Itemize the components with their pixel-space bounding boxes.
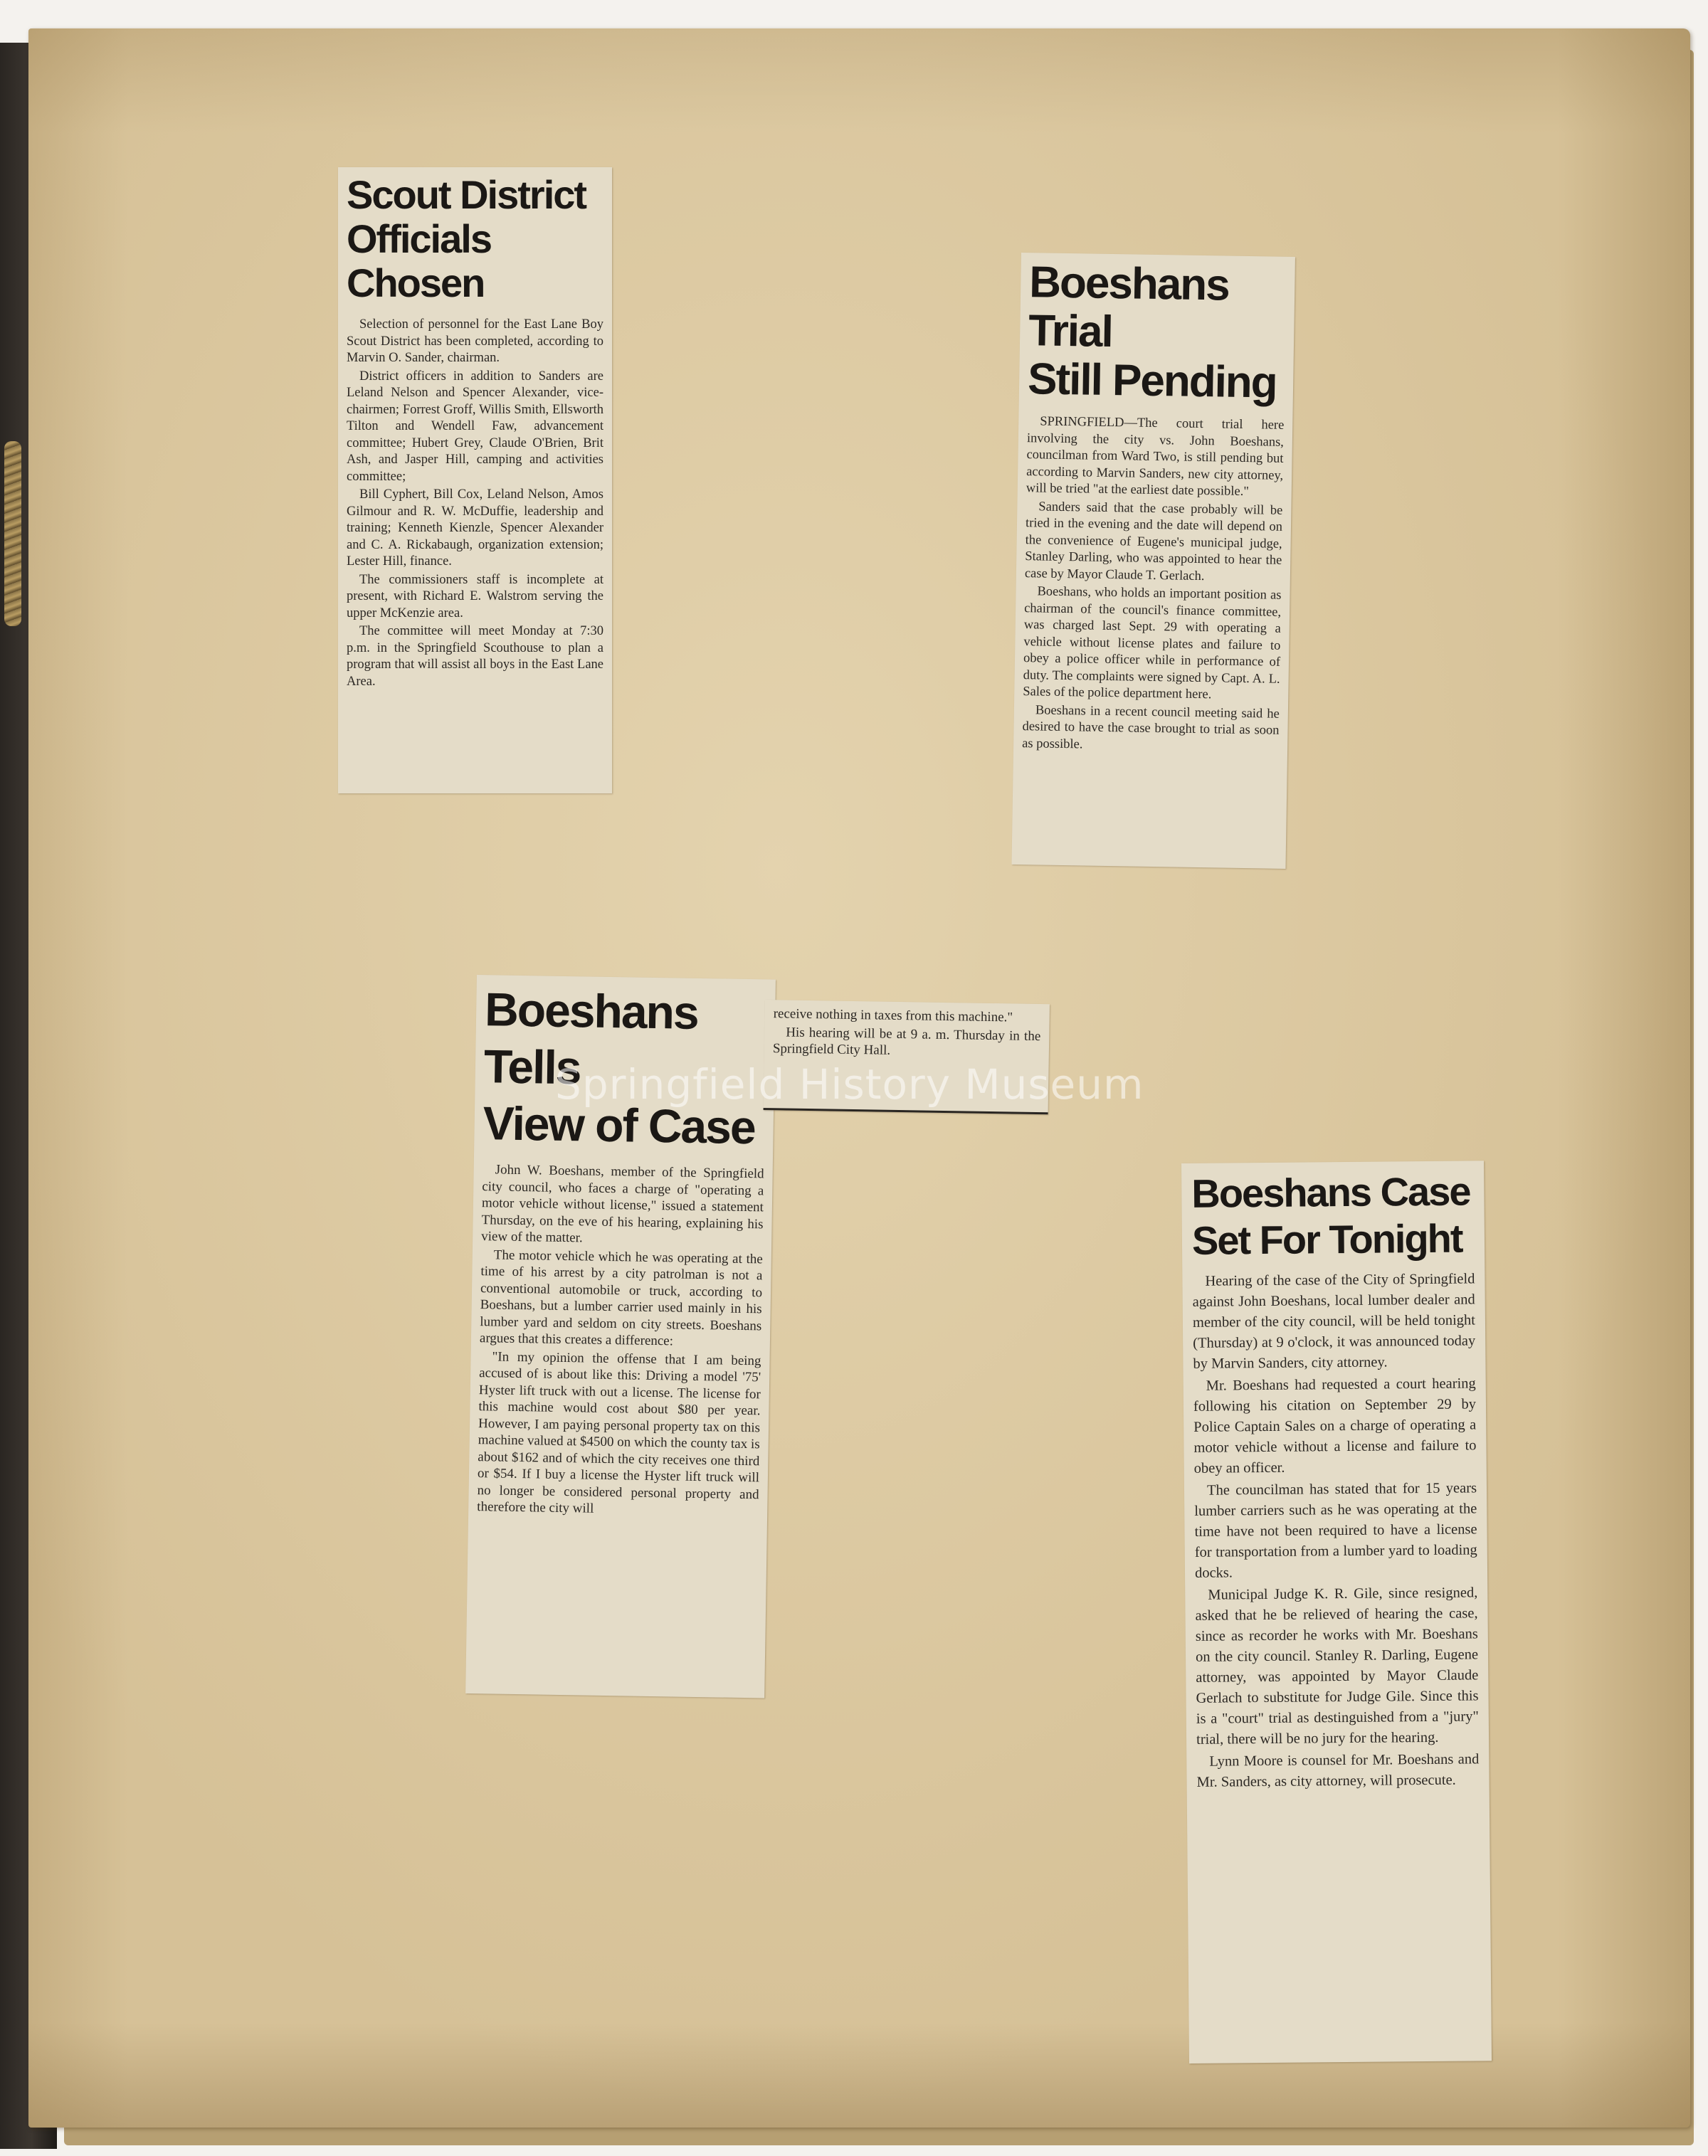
binding-cord: [4, 441, 21, 626]
paragraph: Hearing of the case of the City of Springfield against John Boeshans, local lumber dealer and member of the city council, will be held tonight (Thursday) at 9 o'clock, it was announced today by Marvin Sanders, city attorney.: [1192, 1271, 1476, 1372]
clipping-trial-pending: [1011, 253, 1295, 869]
paragraph: Bill Cyphert, Bill Cox, Leland Nelson, Amos Gilmour and R. W. McDuffie, leadership and training; Kenneth Kienzle, Spencer Alexander and C. A. Rickabaugh, organization extension; Lester Hill, finance.: [347, 487, 603, 569]
article-body: [347, 317, 603, 690]
paragraph: The councilman has stated that for 15 years lumber carriers such as he was operating at the time have not been required to have a license for transportation from a lumber yard to loading docks.: [1194, 1480, 1477, 1581]
article-body: [1022, 413, 1284, 756]
paragraph: Selection of personnel for the East Lane Boy Scout District has been completed, according to Marvin O. Sander, chairman.: [347, 317, 603, 365]
paragraph: Boeshans in a recent council meeting said he desired to have the case brought to trial as soon as possible.: [1022, 702, 1280, 751]
headline-line-1: Boeshans Tells: [483, 983, 699, 1094]
paragraph: Lynn Moore is counsel for Mr. Boeshans and Mr. Sanders, as city attorney, will prosecute.: [1196, 1751, 1480, 1790]
museum-watermark: Springfield History Museum: [555, 1060, 1144, 1109]
paragraph: Boeshans, who holds an important position as chairman of the council's finance committee, was charged last Sept. 29 with operating a vehicle without license plates and failure to obey a police officer while in performance of duty. The complaints were signed by Capt. A. L. Sales of the police department here.: [1023, 584, 1282, 702]
headline-line-2: View of Case: [483, 1097, 756, 1154]
paragraph: Municipal Judge K. R. Gile, since resigned, asked that he be relieved of hearing the case, since as recorder he works with Mr. Boeshans on the city council. Stanley R. Darling, Eugene attorney, was appointed by Mayor Claude Gerlach to substitute for Judge Gile. Since this is a "court" trial as destinguished from a "jury" trial, there will be no jury for the hearing.: [1195, 1585, 1479, 1748]
headline-line-2: Set For Tonight: [1191, 1215, 1462, 1263]
article-body: [1192, 1269, 1479, 1792]
headline-line-1: Boeshans Trial: [1028, 258, 1230, 357]
paragraph: SPRINGFIELD—The court trial here involving the city vs. John Boeshans, councilman from Ward Two, is still pending but according to Marvin Sanders, new city attorney, will be tried "at the earliest date possible.": [1026, 414, 1285, 500]
paragraph: The committee will meet Monday at 7:30 p.m. in the Springfield Scouthouse to plan a program that will assist all boys in the East Lane Area.: [347, 624, 603, 689]
paragraph: John W. Boeshans, member of the Springfield city council, who faces a charge of "operating a motor vehicle without license," issued a statement Thursday, on the eve of his hearing, explaining his view of the matter.: [481, 1162, 764, 1246]
headline-line-2: Officials Chosen: [347, 216, 491, 305]
paragraph: receive nothing in taxes from this machine.": [773, 1006, 1013, 1025]
clipping-case-tonight: [1181, 1161, 1492, 2063]
paragraph: The commissioners staff is incomplete at present, with Richard E. Walstrom serving the upper McKenzie area.: [347, 572, 603, 620]
paragraph: "In my opinion the offense that I am being accused of is about like this: Driving a model '75' Hyster lift truck with out a license. The license for this machine would cost about $80 per year. However, I am paying personal property tax on this machine valued at $4500 on which the county tax is about $162 and of which the city receives one third or $54. If I buy a license the Hyster lift truck will no longer be considered personal property and therefore the city will: [477, 1348, 761, 1516]
paragraph: His hearing will be at 9 a. m. Thursday in the Springfield City Hall.: [772, 1024, 1041, 1058]
paragraph: Mr. Boeshans had requested a court hearing following his citation on September 29 by Police Captain Sales on a charge of operating a motor vehicle without a license and failure to obey an officer.: [1193, 1375, 1477, 1476]
article-body: [773, 1005, 1041, 1061]
headline-line-2: Still Pending: [1027, 354, 1277, 408]
paragraph: District officers in addition to Sanders are Leland Nelson and Spencer Alexander, vice-chairmen; Forrest Groff, Willis Smith, Ellsworth Tilton and Wendell Faw, advancement committee; Hubert Grey, Claude O'Brien, Brit Ash, and Jasper Hill, camping and activities committee;: [347, 369, 603, 484]
article-body: [477, 1161, 764, 1520]
paragraph: The motor vehicle which he was operating at the time of his arrest by a city patrolman is not a conventional automobile or truck, according to Boeshans, but a lumber carrier used mainly in his lumber yard and seldom on city streets. Boeshans argues that this creates a difference:: [479, 1247, 763, 1349]
paragraph: Sanders said that the case probably will be tried in the evening and the date will depend on the convenience of Eugene's municipal judge, Stanley Darling, who was appointed to hear the case by Mayor Claude T. Gerlach.: [1024, 499, 1283, 583]
headline-line-1: Boeshans Case: [1191, 1168, 1470, 1216]
headline-line-1: Scout District: [347, 172, 586, 217]
clipping-scout-district: [338, 167, 612, 793]
